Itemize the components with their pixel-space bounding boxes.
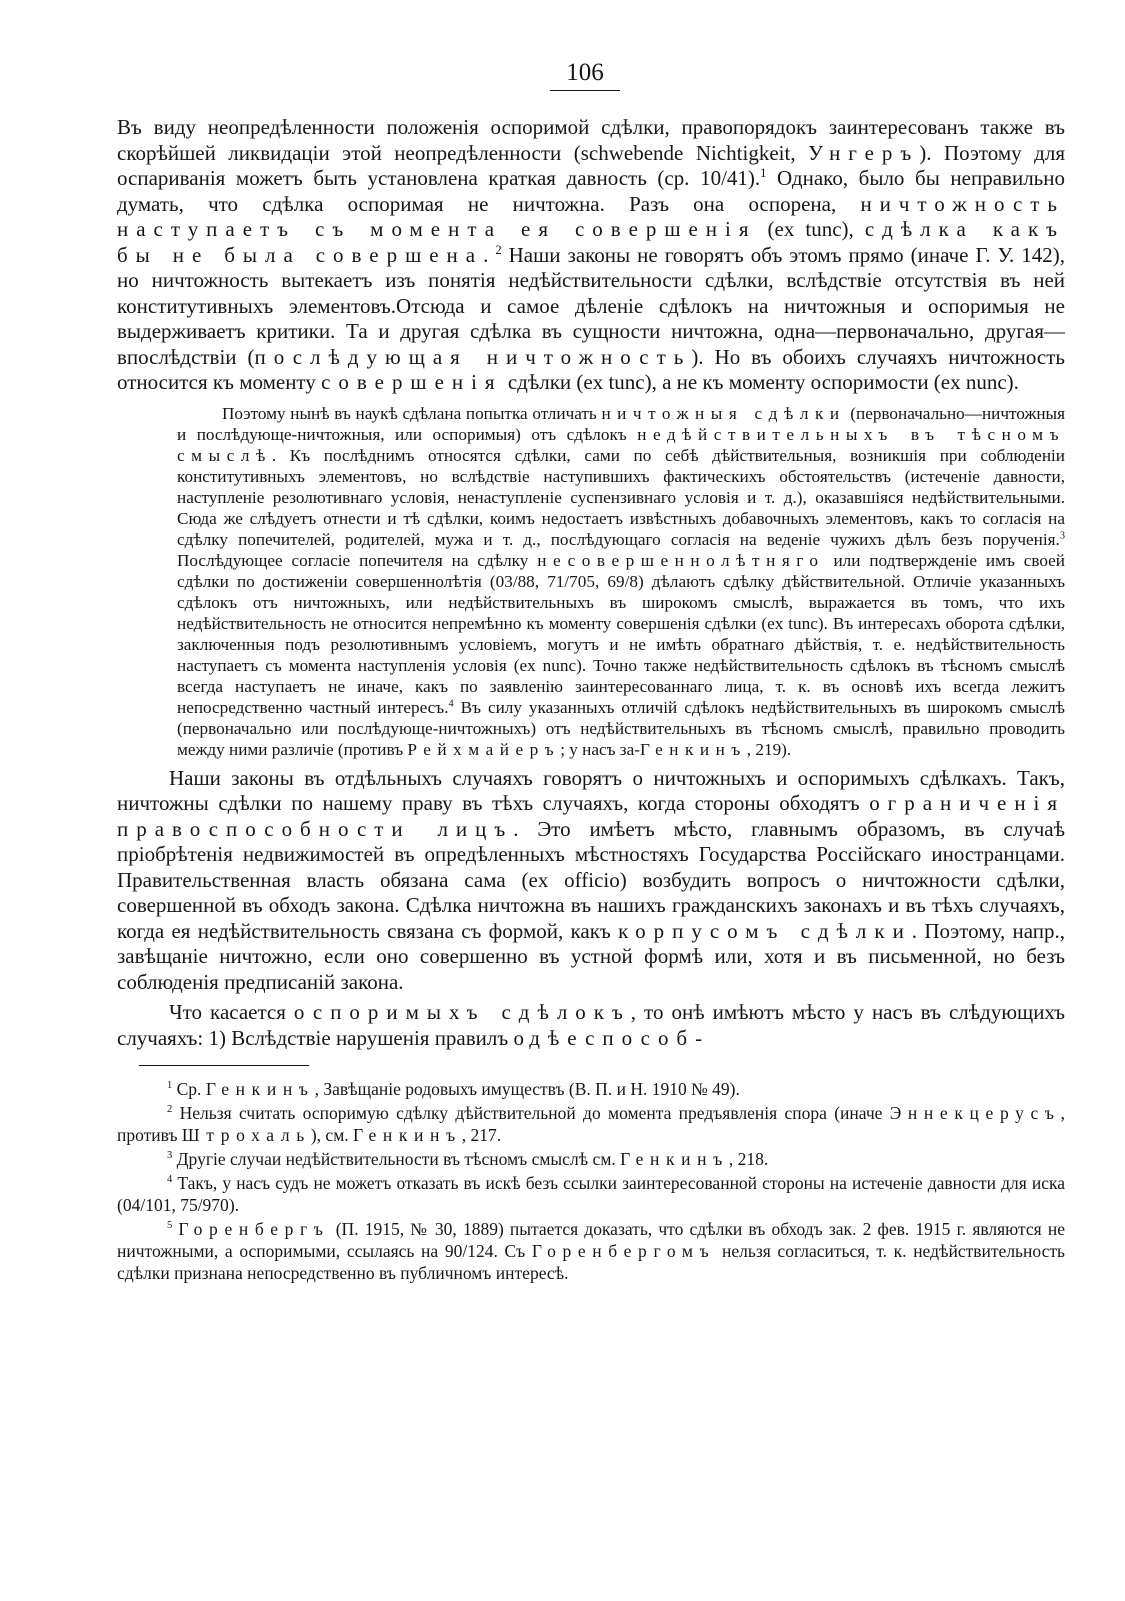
footnote-ref: 2 [495,242,502,257]
small-print-block [177,403,1065,760]
footnote-ref: 4 [448,697,454,709]
main-text [117,115,1065,1051]
author-name: Эннекцерусъ [889,1103,1061,1123]
author-name: Генкинъ [353,1125,462,1145]
paragraph-1: Въ виду неопредѣленности положенія оспоримой сдѣлки, правопорядокъ заинтересованъ также въ скорѣйшей ликвидаціи этой неопредѣленности (schwebende Nichtigkeit, Унгеръ). Поэтому для оспариванія можетъ быть установлена краткая давность (ср. 10/41).$^1$ Однако, было бы неправильно думать, что сдѣлка оспоримая не ничтожна. Разъ она оспорена, ничтожность наступаетъ съ момента ея совершенія (ex tunc), сдѣлка какъ бы не была совершена. $^2$ Наши законы не говорятъ объ этомъ прямо (иначе Г. У. 142), но ничтожность вытекаетъ изъ понятія недѣйствительности сдѣлки, вслѣдствіе отсутствія въ ней конститутивныхъ элементовъ.Отсюда и самое дѣленіе сдѣлокъ на ничтожныя и оспоримыя не выдерживаетъ критики. Та и другая сдѣлка въ сущности ничтожна, одна—первоначально, другая—впослѣдствіи (послѣдующая ничтожность). Но въ обоихъ случаяхъ ничтожность относится къ моменту совершенія сдѣлки (ex tunc), а не къ моменту оспоримости (ex nunc). [117,115,1066,394]
emphasis: несовершеннолѣтняго [537,550,825,570]
emphasis: оспоримыхъ сдѣлокъ [293,1000,631,1024]
footnote-marker: 5 [167,1220,173,1232]
footnote-3: $^3$ Другіе случаи недѣйствительности въ тѣсномъ смыслѣ см. Генкинъ, 218. [167,1149,769,1169]
author-name: Генкинъ [639,739,747,759]
author-name: Генкинъ [205,1079,315,1099]
author-name: Горенбергомъ [531,1241,716,1261]
emphasis: ограниченія правоспособности лицъ [117,791,1065,841]
footnote-marker: 2 [167,1104,173,1116]
emphasis: сдѣлка какъ бы не была совершена [117,217,1066,267]
emphasis: совершенія [321,370,503,394]
citation: 04/101, 75/970 [122,1195,229,1215]
small-print-paragraph: Поэтому нынѣ въ наукѣ сдѣлана попытка отличать ничтожныя сдѣлки (первоначально—ничтожныя и послѣдующе-ничтожныя, или оспоримыя) отъ сдѣлокъ недѣйствительныхъ въ тѣсномъ смыслѣ. Къ послѣднимъ относятся сдѣлки, сами по себѣ дѣйствительныя, возникшія при соблюденіи конститутивныхъ элементовъ, но вслѣдствіе наступившихъ фактическихъ обстоятельствъ (истеченіе давности, наступленіе резолютивнаго условія, ненаступленіе суспензивнаго условія и т. д.), оказавшіяся недѣйствительными. Сюда же слѣдуетъ отнести и тѣ сдѣлки, коимъ недостаетъ извѣстныхъ добавочныхъ элементовъ, какъ то согласія на сдѣлку попечителей, родителей, мужа и т. д., послѣдующаго согласія на веденіе чужихъ дѣлъ безъ порученія.$^3$ Послѣдующее согласіе попечителя на сдѣлку несовершеннолѣтняго или подтвержденіе имъ своей сдѣлки по достиженіи совершеннолѣтія (03/88, 71/705, 69/8) дѣлаютъ сдѣлку дѣйствительной. Отличіе указанныхъ сдѣлокъ отъ ничтожныхъ, или недѣйствительныхъ въ широкомъ смыслѣ, выражается въ томъ, что ихъ недѣйствительность не относится непремѣнно къ моменту совершенія сдѣлки (ex tunc). Въ интересахъ оборота сдѣлки, заключенныя подъ резолютивнымъ условіемъ, могутъ и не имѣть обратнаго дѣйствія, т. е. недѣйствительность наступаетъ съ момента наступленія условія (ex nunc). Точно также недѣйствительность сдѣлокъ въ тѣсномъ смыслѣ всегда наступаетъ не иначе, какъ по заявленію заинтересованнаго лица, т. к. въ основѣ ихъ всегда лежитъ непосредственно частный интересъ.$^4$ Въ силу указанныхъ отличій сдѣлокъ недѣйствительныхъ въ широкомъ смыслѣ (первоначально или послѣдующе-ничтожныхъ) отъ недѣйствительныхъ въ тѣсномъ смыслѣ, правильно проводить между ними различіе (противъ Рейхмайеръ; у насъ за-Генкинъ, 219). [177,403,1065,759]
footnote-divider [139,1065,309,1066]
emphasis: послѣдующая ничтожность [254,344,692,369]
citation: 03/88, 71/705, 69/8 [495,571,638,591]
footnote-marker: 4 [167,1174,173,1186]
paragraph-2: Наши законы въ отдѣльныхъ случаяхъ говорятъ о ничтожныхъ и оспоримыхъ сдѣлкахъ. Такъ, ничтожны сдѣлки по нашему праву въ тѣхъ случаяхъ, когда стороны обходятъ ограниченія правоспособности лицъ. Это имѣетъ мѣсто, главнымъ образомъ, въ случаѣ пріобрѣтенія недвижимостей въ опредѣленныхъ мѣстностяхъ Государства Россійскаго иностранцами. Правительственная власть обязана сама (ex officio) возбудить вопросъ о ничтожности сдѣлки, совершенной въ обходъ закона. Сдѣлка ничтожна въ нашихъ гражданскихъ законахъ и въ тѣхъ случаяхъ, когда ея недѣйствительность связана съ формой, какъ корпусомъ сдѣлки. Поэтому, напр., завѣщаніе ничтожно, если оно совершенно въ устной формѣ или, хотя и въ письменной, но безъ соблюденія предписаній закона. [117,765,1065,994]
author-name: Унгеръ [808,140,920,165]
author-name: Горенбергъ [178,1219,330,1239]
author-name: Генкинъ [620,1149,729,1169]
footnote-1: $^1$ Ср. Генкинъ, Завѣщаніе родовыхъ имуществъ (В. П. и Н. 1910 № 49). [167,1079,740,1099]
footnote-marker: 1 [167,1080,173,1092]
emphasis: ничтожныя сдѣлки [601,403,846,423]
emphasis: дѣеспособ- [529,1025,711,1050]
citation: 90/124 [444,1241,494,1261]
footnote-5: $^5$ Горенбергъ (П. 1915, № 30, 1889) пытается доказать, что сдѣлки въ обходъ зак. 2 фев. 1915 г. являются не ничтожными, а оспоримыми, ссылаясь на 90/124. Съ Горенбергомъ нельзя согласиться, т. к. недѣйствительность сдѣлки признана непосредственно въ публичномъ интересѣ. [117,1219,1065,1283]
footnote-4: $^4$ Такъ, у насъ судъ не можетъ отказать въ искѣ безъ ссылки заинтересованной стороны на истеченіе давности для иска (04/101, 75/970). [117,1173,1065,1215]
page-number: 106 [550,58,620,91]
author-name: Штрохаль [181,1125,311,1145]
footnote-marker: 3 [167,1150,173,1162]
paragraph-3: Что касается оспоримыхъ сдѣлокъ, то онѣ имѣютъ мѣсто у насъ въ слѣдующихъ случаяхъ: 1) Вслѣдствіе нарушенія правилъ о дѣеспособ- [117,1000,1065,1050]
emphasis: корпусомъ сдѣлки [618,918,912,943]
emphasis: недѣйствительныхъ въ тѣсномъ смыслѣ [177,424,1065,465]
footnotes [117,1078,1065,1284]
footnote-ref: 1 [760,166,767,180]
emphasis: ничтожность наступаетъ съ момента ея совершенія [117,191,1065,241]
citation: 10/41 [700,166,748,190]
footnote-2: $^2$ Нельзя считать оспоримую сдѣлку дѣйствительной до момента предъявленія спора (иначе Эннекцерусъ, противъ Штрохаль), см. Генкинъ, 217. [117,1103,1065,1145]
footnote-ref: 3 [1059,529,1065,541]
author-name: Рейхмайеръ [407,739,561,759]
